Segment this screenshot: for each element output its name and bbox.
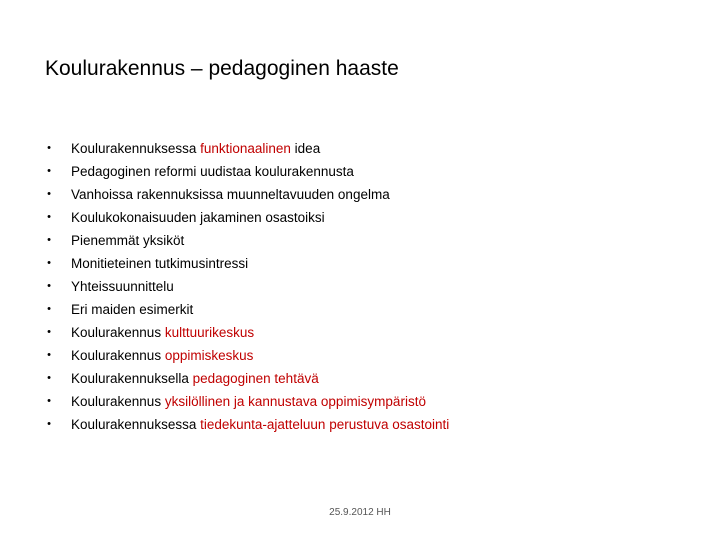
bullet-icon: • [47, 349, 51, 361]
bullet-icon: • [47, 418, 51, 430]
list-item-text: Vanhoissa rakennuksissa muunneltavuuden ongelma [71, 187, 390, 202]
list-item-text: Yhteissuunnittelu [71, 279, 174, 294]
list-item-text: Pedagoginen reformi uudistaa koulurakennusta [71, 164, 354, 179]
list-item-text: Koulurakennuksessa funktionaalinen idea [71, 141, 321, 156]
list-item-text: Koulurakennus oppimiskeskus [71, 348, 254, 363]
bullet-icon: • [47, 303, 51, 315]
bullet-icon: • [47, 372, 51, 384]
bullet-icon: • [47, 280, 51, 292]
bullet-icon: • [47, 257, 51, 269]
list-item-text: Pienemmät yksiköt [71, 233, 185, 248]
highlight-text: tiedekunta-ajatteluun perustuva osastointi [200, 417, 450, 432]
list-item-text: Monitieteinen tutkimusintressi [71, 256, 249, 271]
bullet-icon: • [47, 142, 51, 154]
highlight-text: yksilöllinen ja kannustava oppimisympäristö [164, 394, 426, 409]
list-item-text: Koulurakennus kulttuurikeskus [71, 325, 255, 340]
bullet-icon: • [47, 395, 51, 407]
list-item-text: Koulurakennuksessa tiedekunta-ajatteluun perustuva osastointi [71, 417, 450, 432]
slide-title: Koulurakennus – pedagoginen haaste [45, 57, 399, 80]
highlight-text: oppimiskeskus [164, 348, 254, 363]
highlight-text: pedagoginen tehtävä [192, 371, 319, 386]
slide-footer: 25.9.2012 HH [329, 507, 391, 518]
bullet-icon: • [47, 165, 51, 177]
list-item-text: Koulurakennuksella pedagoginen tehtävä [71, 371, 319, 386]
list-item-text: Eri maiden esimerkit [71, 302, 194, 317]
highlight-text: funktionaalinen [200, 141, 291, 156]
bullet-icon: • [47, 211, 51, 223]
list-item-text: Koulukokonaisuuden jakaminen osastoiksi [71, 210, 325, 225]
list-item-text: Koulurakennus yksilöllinen ja kannustava oppimisympäristö [71, 394, 426, 409]
bullet-icon: • [47, 188, 51, 200]
bullet-icon: • [47, 234, 51, 246]
bullet-icon: • [47, 326, 51, 338]
highlight-text: kulttuurikeskus [164, 325, 255, 340]
